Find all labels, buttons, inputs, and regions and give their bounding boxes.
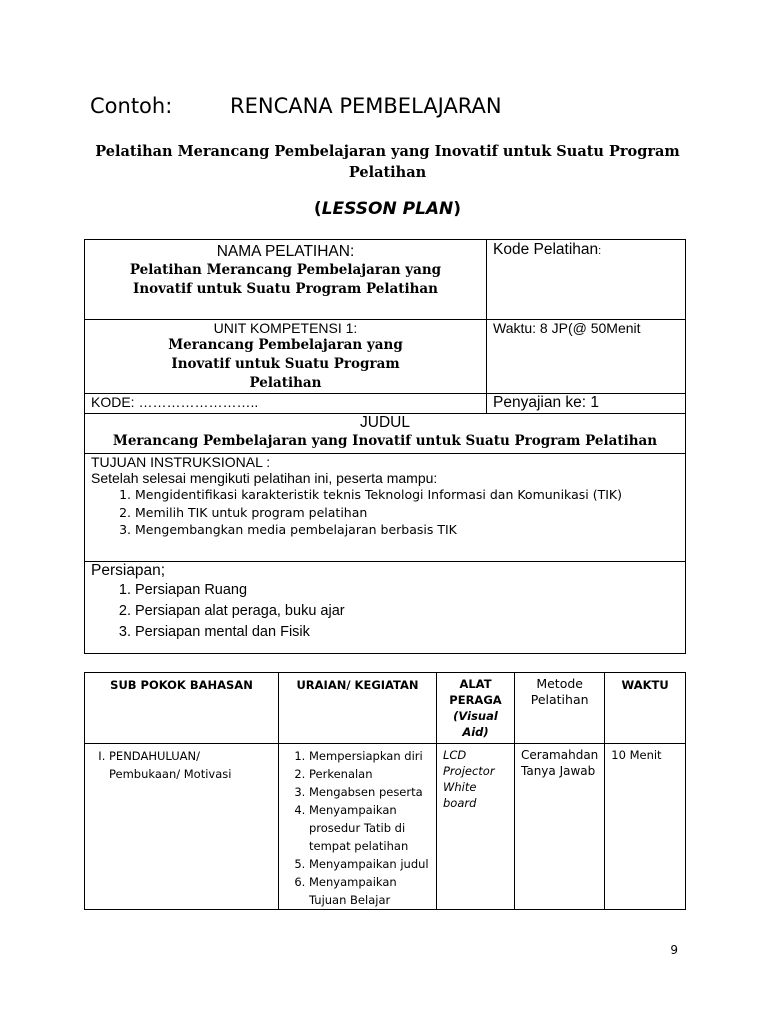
unit-kompetensi-label: UNIT KOMPETENSI 1: [213, 320, 358, 336]
lesson-info-table [84, 239, 686, 654]
tujuan-cell [85, 454, 686, 562]
list-item: 1. Mengidentifikasi karakteristik teknis Teknologi Informasi dan Komunikasi (TIK) [135, 486, 679, 504]
header-metode: Metode Pelatihan [515, 673, 605, 744]
schedule-table [84, 672, 686, 910]
waktu-cell: 10 Menit [605, 744, 686, 910]
alat-cell: LCD Projector White board [437, 744, 515, 910]
lesson-plan-label: (LESSON PLAN) [313, 199, 462, 219]
heading-label: Contoh: [90, 94, 173, 118]
list-item: 6. Menyampaikan Tujuan Belajar [309, 873, 430, 909]
persiapan-cell [85, 562, 686, 654]
list-item: 3. Mengembangkan media pembelajaran berbasis TIK [135, 521, 679, 539]
subtitle: Pelatihan Merancang Pembelajaran yang Inovatif untuk Suatu Program Pelatihan [95, 143, 680, 181]
persiapan-list [91, 580, 679, 643]
tujuan-list [91, 486, 679, 539]
list-item: 2. Perkenalan [309, 765, 430, 783]
unit-kompetensi-cell [85, 320, 487, 394]
page-heading [90, 94, 502, 118]
list-item: 1. Mempersiapkan diri [309, 747, 430, 765]
nama-pelatihan-cell [85, 240, 487, 320]
header-alat-peraga: ALAT PERAGA (Visual Aid) [437, 673, 515, 744]
header-sub-pokok: SUB POKOK BAHASAN [85, 673, 279, 744]
kode-pelatihan-cell: Kode Pelatihan: [487, 240, 686, 320]
list-item: 3. Persiapan mental dan Fisik [135, 622, 679, 643]
list-item: 3. Mengabsen peserta [309, 783, 430, 801]
list-item: 2. Persiapan alat peraga, buku ajar [135, 601, 679, 622]
nama-pelatihan-value: Pelatihan Merancang Pembelajaran yang Inovatif untuk Suatu Program Pelatihan [129, 262, 442, 297]
metode-cell: Ceramahdan Tanya Jawab [515, 744, 605, 910]
penyajian-cell: Penyajian ke: 1 [487, 394, 686, 414]
list-item: 1. Persiapan Ruang [135, 580, 679, 601]
header-waktu: WAKTU [605, 673, 686, 744]
unit-kompetensi-value: Merancang Pembelajaran yang Inovatif untuk Suatu Program Pelatihan [168, 337, 403, 391]
list-item: 4. Menyampaikan prosedur Tatib di tempat pelatihan [309, 801, 430, 855]
kode-pelatihan-label: Kode Pelatihan [493, 241, 599, 258]
list-item: 2. Memilih TIK untuk program pelatihan [135, 504, 679, 522]
sub-pokok-cell [85, 744, 279, 910]
nama-pelatihan-label: NAMA PELATIHAN: [216, 243, 355, 260]
header-uraian: URAIAN/ KEGIATAN [279, 673, 437, 744]
waktu-cell: Waktu: 8 JP(@ 50Menit [487, 320, 686, 394]
table-row [85, 744, 686, 910]
list-item: 5. Menyampaikan judul [309, 855, 430, 873]
judul-cell [85, 414, 686, 454]
kode-cell: KODE: …………………….. [85, 394, 487, 414]
persiapan-label: Persiapan; [91, 562, 166, 579]
uraian-cell [279, 744, 437, 910]
lesson-plan-text: LESSON PLAN [321, 199, 454, 219]
judul-label: JUDUL [360, 414, 410, 431]
sub-pokok-item: I. PENDAHULUAN/ Pembukaan/ Motivasi [109, 747, 272, 783]
tujuan-intro: Setelah selesai mengikuti pelatihan ini, peserta mampu: [91, 470, 438, 486]
heading-title: RENCANA PEMBELAJARAN [230, 94, 502, 118]
judul-value: Merancang Pembelajaran yang Inovatif untuk Suatu Program Pelatihan [112, 433, 658, 449]
tujuan-label: TUJUAN INSTRUKSIONAL : [91, 454, 271, 470]
page-number: 9 [670, 943, 678, 957]
